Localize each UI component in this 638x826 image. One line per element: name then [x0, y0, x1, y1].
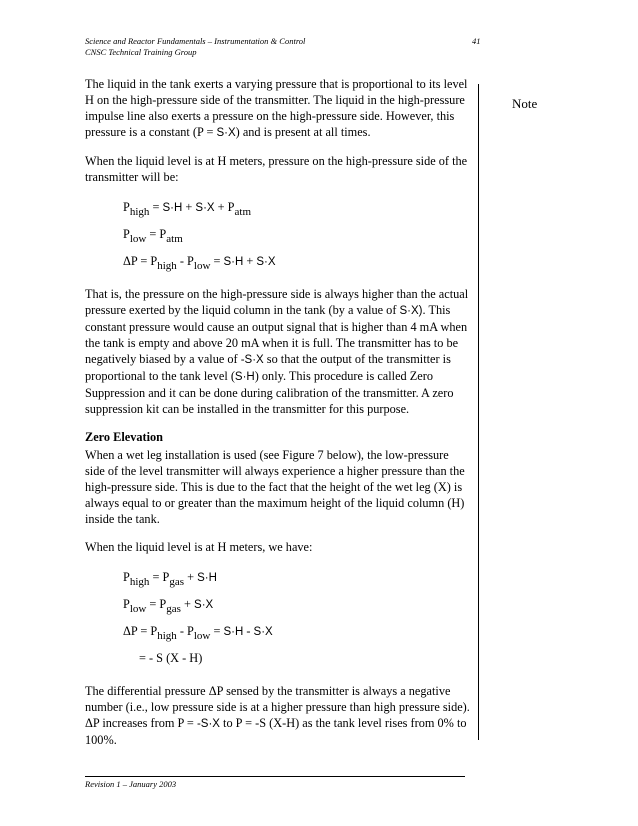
paragraph-5: When the liquid level is at H meters, we have: [85, 540, 313, 554]
paragraph-4: When a wet leg installation is used (see Figure 7 below), the low-pressure side of the level transmitter will always experience a higher pressure than the high-pressure side. This is due to the fact that the height of the wet leg (X) is always equal to or greater than the maximum height of the liquid column (H) inside the tank. [85, 448, 465, 526]
paragraph-3: That is, the pressure on the high-pressure side is always higher than the actual pressure exerted by the liquid column in the tank (by a value of S·X). This constant pressure would cause an output signal that is higher than 4 mA when the tank is empty and above 20 mA when it is full. The transmitter has to be negatively biased by a value of -S·X so that the output of the transmitter is proportional to the tank level (S·H) only. This procedure is called Zero Suppression and it can be done during calibration of the transmitter. A zero suppression kit can be installed in the transmitter for this purpose. [85, 287, 469, 416]
note-label: Note [512, 96, 538, 111]
equation-delta-p-result: = - S (X - H) [139, 651, 203, 665]
paragraph-1: The liquid in the tank exerts a varying pressure that is proportional to its level H on the high-pressure side of the transmitter. The liquid in the high-pressure impulse line also exerts a pressure on the high-pressure side. However, this pressure is a constant (P = S·X) and is present at all times. [85, 77, 468, 139]
note-margin-rule [478, 84, 479, 740]
footer-rule [85, 776, 465, 777]
equation-p-high: $P_{high} = S\cdot H + S\cdot X + P_{atm}$ [123, 200, 252, 218]
paragraph-6: The differential pressure ΔP sensed by the transmitter is always a negative number (i.e., low pressure side is at a higher pressure than high pressure side). ΔP increases from P = -S·X to P = -S (X-H) as the tank level rises from 0% to 100%. [85, 684, 470, 747]
header-course-title: Science and Reactor Fundamentals – Instrumentation & Control [85, 36, 306, 46]
paragraph-2: When the liquid level is at H meters, pressure on the high-pressure side of the transmitter will be: [85, 154, 468, 184]
page-number: 41 [472, 36, 481, 46]
equation-delta-p-wet-leg: $\Delta P = P_{high} - P_{low} = S\cdot H - S\cdot X$ [123, 624, 273, 642]
equation-delta-p: $\Delta P = P_{high} - P_{low} = S\cdot H + S\cdot X$ [123, 254, 276, 272]
page-body [85, 76, 470, 760]
equation-p-high-gas: $P_{high} = P_{gas} + S\cdot H$ [123, 570, 217, 588]
running-header [85, 36, 305, 58]
equation-p-low-gas: $P_{low} = P_{gas} + S\cdot X$ [123, 597, 214, 615]
header-group: CNSC Technical Training Group [85, 47, 197, 57]
footer-revision: Revision 1 – January 2003 [85, 779, 177, 789]
equation-p-low: $P_{low} = P_{atm}$ [123, 227, 183, 245]
section-title-zero-elevation: Zero Elevation [85, 430, 163, 444]
